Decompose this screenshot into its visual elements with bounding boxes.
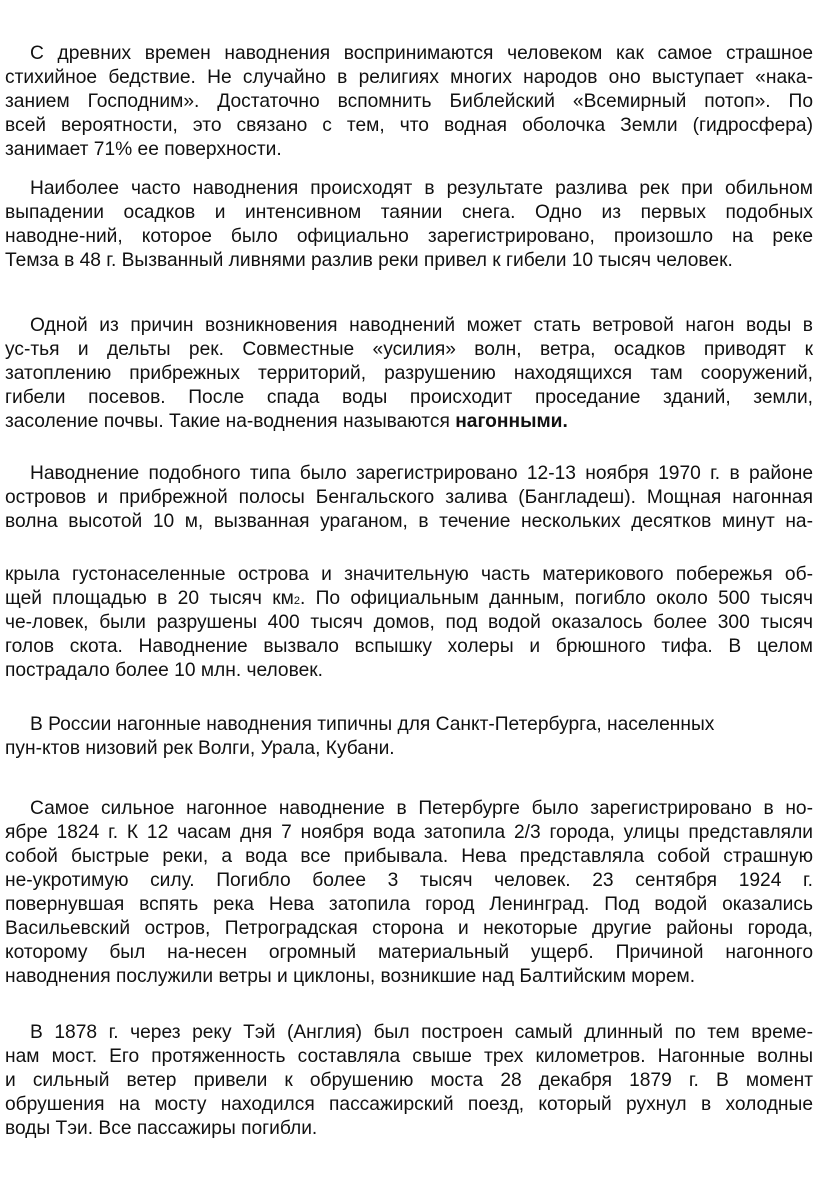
paragraph-7	[5, 1021, 813, 1141]
text-line: Самое сильное нагонное наводнение в Петербурге было зарегистрировано в но-	[30, 798, 813, 819]
emphasized-term: нагонными.	[455, 411, 568, 432]
text-line: наводне-ний, которое было официально зарегистрировано, произошло на реке	[5, 226, 813, 247]
paragraph-4-continued	[5, 563, 813, 683]
paragraph-3	[5, 314, 813, 434]
text-line: че-ловек, были разрушены 400 тысяч домов, под водой оказалось более 300 тысяч	[5, 612, 813, 633]
text-line: Темза в 48 г. Вызванный ливнями разлив реки привел к гибели 10 тысяч человек.	[5, 250, 733, 271]
text-line	[5, 410, 813, 434]
text-line: ябре 1824 г. К 12 часам дня 7 ноября вода затопила 2/3 города, улицы представляли	[5, 822, 813, 843]
text-line: воды Тэи. Все пассажиры погибли.	[5, 1118, 318, 1139]
text-line: стихийное бедствие. Не случайно в религиях многих народов оно выступает «нака-	[5, 67, 813, 88]
text-line: Васильевский остров, Петроградская сторона и некоторые другие районы города,	[5, 918, 813, 939]
paragraph-6	[5, 797, 813, 989]
text-line: гибели посевов. После спада воды происходит проседание зданий, земли,	[5, 387, 813, 408]
text-line: Наводнение подобного типа было зарегистрировано 12-13 ноября 1970 г. в районе	[30, 463, 813, 484]
text-line: нам мост. Его протяженность составляла свыше трех километров. Нагонные волны	[5, 1046, 813, 1067]
text-line: Наиболее часто наводнения происходят в результате разлива рек при обильном	[30, 178, 813, 199]
text-line: наводнения послужили ветры и циклоны, возникшие над Балтийским морем.	[5, 966, 696, 987]
text-line: всей вероятности, это связано с тем, что водная оболочка Земли (гидросфера)	[5, 115, 813, 136]
text-line: Одной из причин возникновения наводнений может стать ветровой нагон воды в	[30, 315, 813, 336]
text-line: пун-ктов низовий рек Волги, Урала, Кубани.	[5, 738, 395, 759]
text-line: волна высотой 10 м, вызванная ураганом, в течение нескольких десятков минут на-	[5, 511, 813, 532]
text-line: островов и прибрежной полосы Бенгальского залива (Бангладеш). Мощная нагонная	[5, 487, 813, 508]
paragraph-2	[5, 177, 813, 273]
text-line: пострадало более 10 млн. человек.	[5, 660, 323, 681]
paragraph-1	[5, 42, 813, 162]
text-line: голов скота. Наводнение вызвало вспышку холеры и брюшного тифа. В целом	[5, 636, 813, 657]
text-line: собой быстрые реки, а вода все прибывала. Нева представляла собой страшную	[5, 846, 813, 867]
text-line: которому был на-несен огромный материальный ущерб. Причиной нагонного	[5, 942, 813, 963]
text-line: не-укротимую силу. Погибло более 3 тысяч человек. 23 сентября 1924 г.	[5, 870, 813, 891]
text-line: обрушения на мосту находился пассажирский поезд, который рухнул в холодные	[5, 1094, 813, 1115]
paragraph-4	[5, 462, 813, 534]
text-line	[5, 587, 813, 611]
text-line: и сильный ветер привели к обрушению моста 28 декабря 1879 г. В момент	[5, 1070, 813, 1091]
text-line: С древних времен наводнения воспринимаются человеком как самое страшное	[30, 43, 813, 64]
superscript: 2	[293, 595, 300, 607]
text-fragment: щей площадью в 20 тысяч км	[5, 588, 294, 609]
text-line: занимает 71% ее поверхности.	[5, 139, 282, 160]
text-line: повернувшая вспять река Нева затопила город Ленинград. Под водой оказались	[5, 894, 813, 915]
paragraph-5	[5, 713, 813, 761]
text-fragment: засоление почвы. Такие на-воднения называются	[5, 411, 450, 432]
text-line: занием Господним». Достаточно вспомнить Библейский «Всемирный потоп». По	[5, 91, 813, 112]
text-line: крыла густонаселенные острова и значительную часть материкового побережья об-	[5, 564, 813, 585]
text-line: выпадении осадков и интенсивном таянии снега. Одно из первых подобных	[5, 202, 813, 223]
text-line: В России нагонные наводнения типичны для Санкт-Петербурга, населенных	[30, 714, 715, 735]
text-line: затоплению прибрежных территорий, разрушению находящихся там сооружений,	[5, 363, 813, 384]
text-line: ус-тья и дельты рек. Совместные «усилия» волн, ветра, осадков приводят к	[5, 339, 813, 360]
text-fragment: . По официальным данным, погибло около 500 тысяч	[299, 588, 813, 609]
text-line: В 1878 г. через реку Тэй (Англия) был построен самый длинный по тем време-	[30, 1022, 813, 1043]
